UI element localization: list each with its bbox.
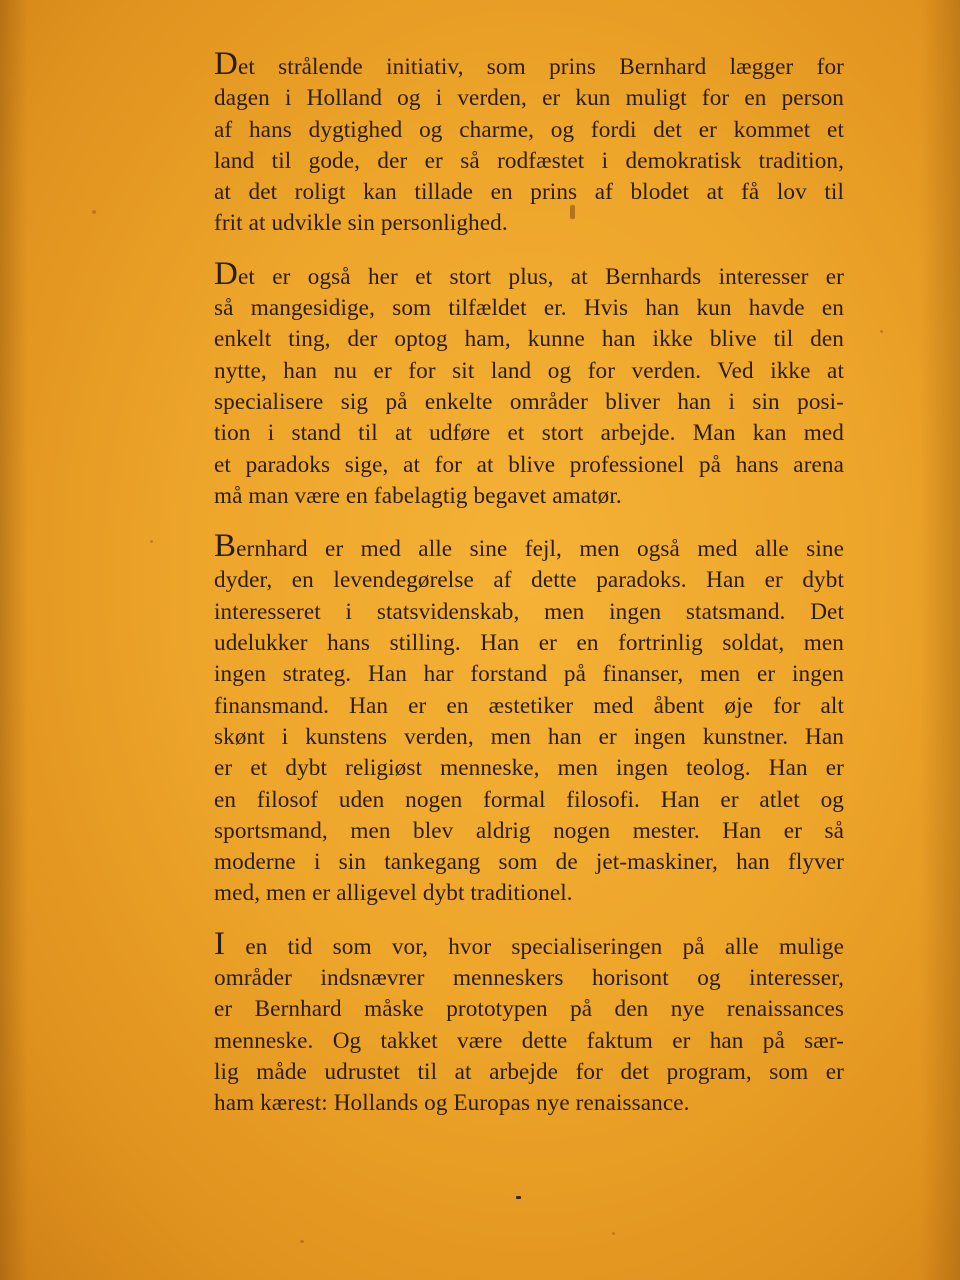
paper-speck: [300, 1240, 304, 1243]
paragraph: [214, 255, 844, 512]
text-line: en filosof uden nogen formal filosofi. Han er atlet og: [214, 786, 844, 813]
paragraph: [214, 46, 844, 240]
initial-letter: B: [214, 528, 237, 565]
text-line: dyder, en levendegørelse af dette paradoks. Han er dybt: [214, 567, 844, 594]
text-line: sportsmand, men blev aldrig nogen mester. Han er så: [214, 817, 844, 844]
text-line: skønt i kunstens verden, men han er ingen kunstner. Han: [214, 723, 844, 750]
text-line: så mangesidige, som tilfældet er. Hvis han kun havde en: [214, 295, 844, 322]
text-line: finansmand. Han er en æstetiker med åbent øje for alt: [214, 692, 844, 719]
text-line: er et dybt religiøst menneske, men ingen teolog. Han er: [214, 755, 844, 782]
text-line: Det er også her et stort plus, at Bernhards interesser er: [214, 255, 844, 292]
text-line: lig måde udrustet til at arbejde for det program, som er: [214, 1058, 844, 1085]
text-line: områder indsnævrer menneskers horisont og interesser,: [214, 965, 844, 992]
paragraph: [214, 925, 844, 1120]
text-line: Det strålende initiativ, som prins Bernhard lægger for: [214, 46, 844, 82]
text-line: dagen i Holland og i verden, er kun muligt for en person: [214, 85, 844, 112]
paper-speck: [612, 1232, 615, 1235]
text-line: land til gode, der er så rodfæstet i demokratisk tradition,: [214, 147, 844, 174]
paper-speck: [150, 540, 153, 543]
page-edge-shadow: [0, 0, 28, 1280]
text-line: tion i stand til at udføre et stort arbejde. Man kan med: [214, 420, 844, 447]
text-line: et paradoks sige, at for at blive professionel på hans arena: [214, 451, 844, 478]
text-line: er Bernhard måske prototypen på den nye renaissances: [214, 996, 844, 1023]
text-line: specialisere sig på enkelte områder bliver han i sin posi-: [214, 388, 844, 415]
text-line: moderne i sin tankegang som de jet-maskiner, han flyver: [214, 849, 844, 876]
text-line: udelukker hans stilling. Han er en fortrinlig soldat, men: [214, 630, 844, 657]
text-line: Bernhard er med alle sine fejl, men også med alle sine: [214, 528, 844, 565]
text-line: I en tid som vor, hvor specialiseringen på alle mulige: [214, 925, 844, 962]
text-line: med, men er alligevel dybt traditionel.: [214, 880, 573, 907]
end-mark: [516, 1196, 521, 1199]
paper-speck: [92, 210, 96, 214]
page-edge-shadow-right: [920, 0, 960, 1280]
text-line: menneske. Og takket være dette faktum er han på sær-: [214, 1027, 844, 1054]
text-line: ingen strateg. Han har forstand på finanser, men er ingen: [214, 661, 844, 688]
text-line: må man være en fabelagtig begavet amatør.: [214, 482, 622, 509]
text-line: at det roligt kan tillade en prins af blodet at få lov til: [214, 179, 844, 206]
initial-letter: D: [214, 46, 238, 82]
text-line: interesseret i statsvidenskab, men ingen statsmand. Det: [214, 598, 844, 625]
text-line: ham kærest: Hollands og Europas nye renaissance.: [214, 1090, 690, 1117]
text-line: af hans dygtighed og charme, og fordi det er kommet et: [214, 116, 844, 143]
text-line: frit at udvikle sin personlighed.: [214, 210, 508, 237]
text-line: enkelt ting, der optog ham, kunne han ikke blive til den: [214, 326, 844, 353]
paragraph: [214, 528, 844, 910]
text-line: nytte, han nu er for sit land og for verden. Ved ikke at: [214, 357, 844, 384]
initial-letter: D: [214, 255, 238, 292]
page-text: [214, 46, 844, 1142]
paper-speck: [880, 330, 883, 333]
initial-letter: I: [214, 925, 226, 962]
